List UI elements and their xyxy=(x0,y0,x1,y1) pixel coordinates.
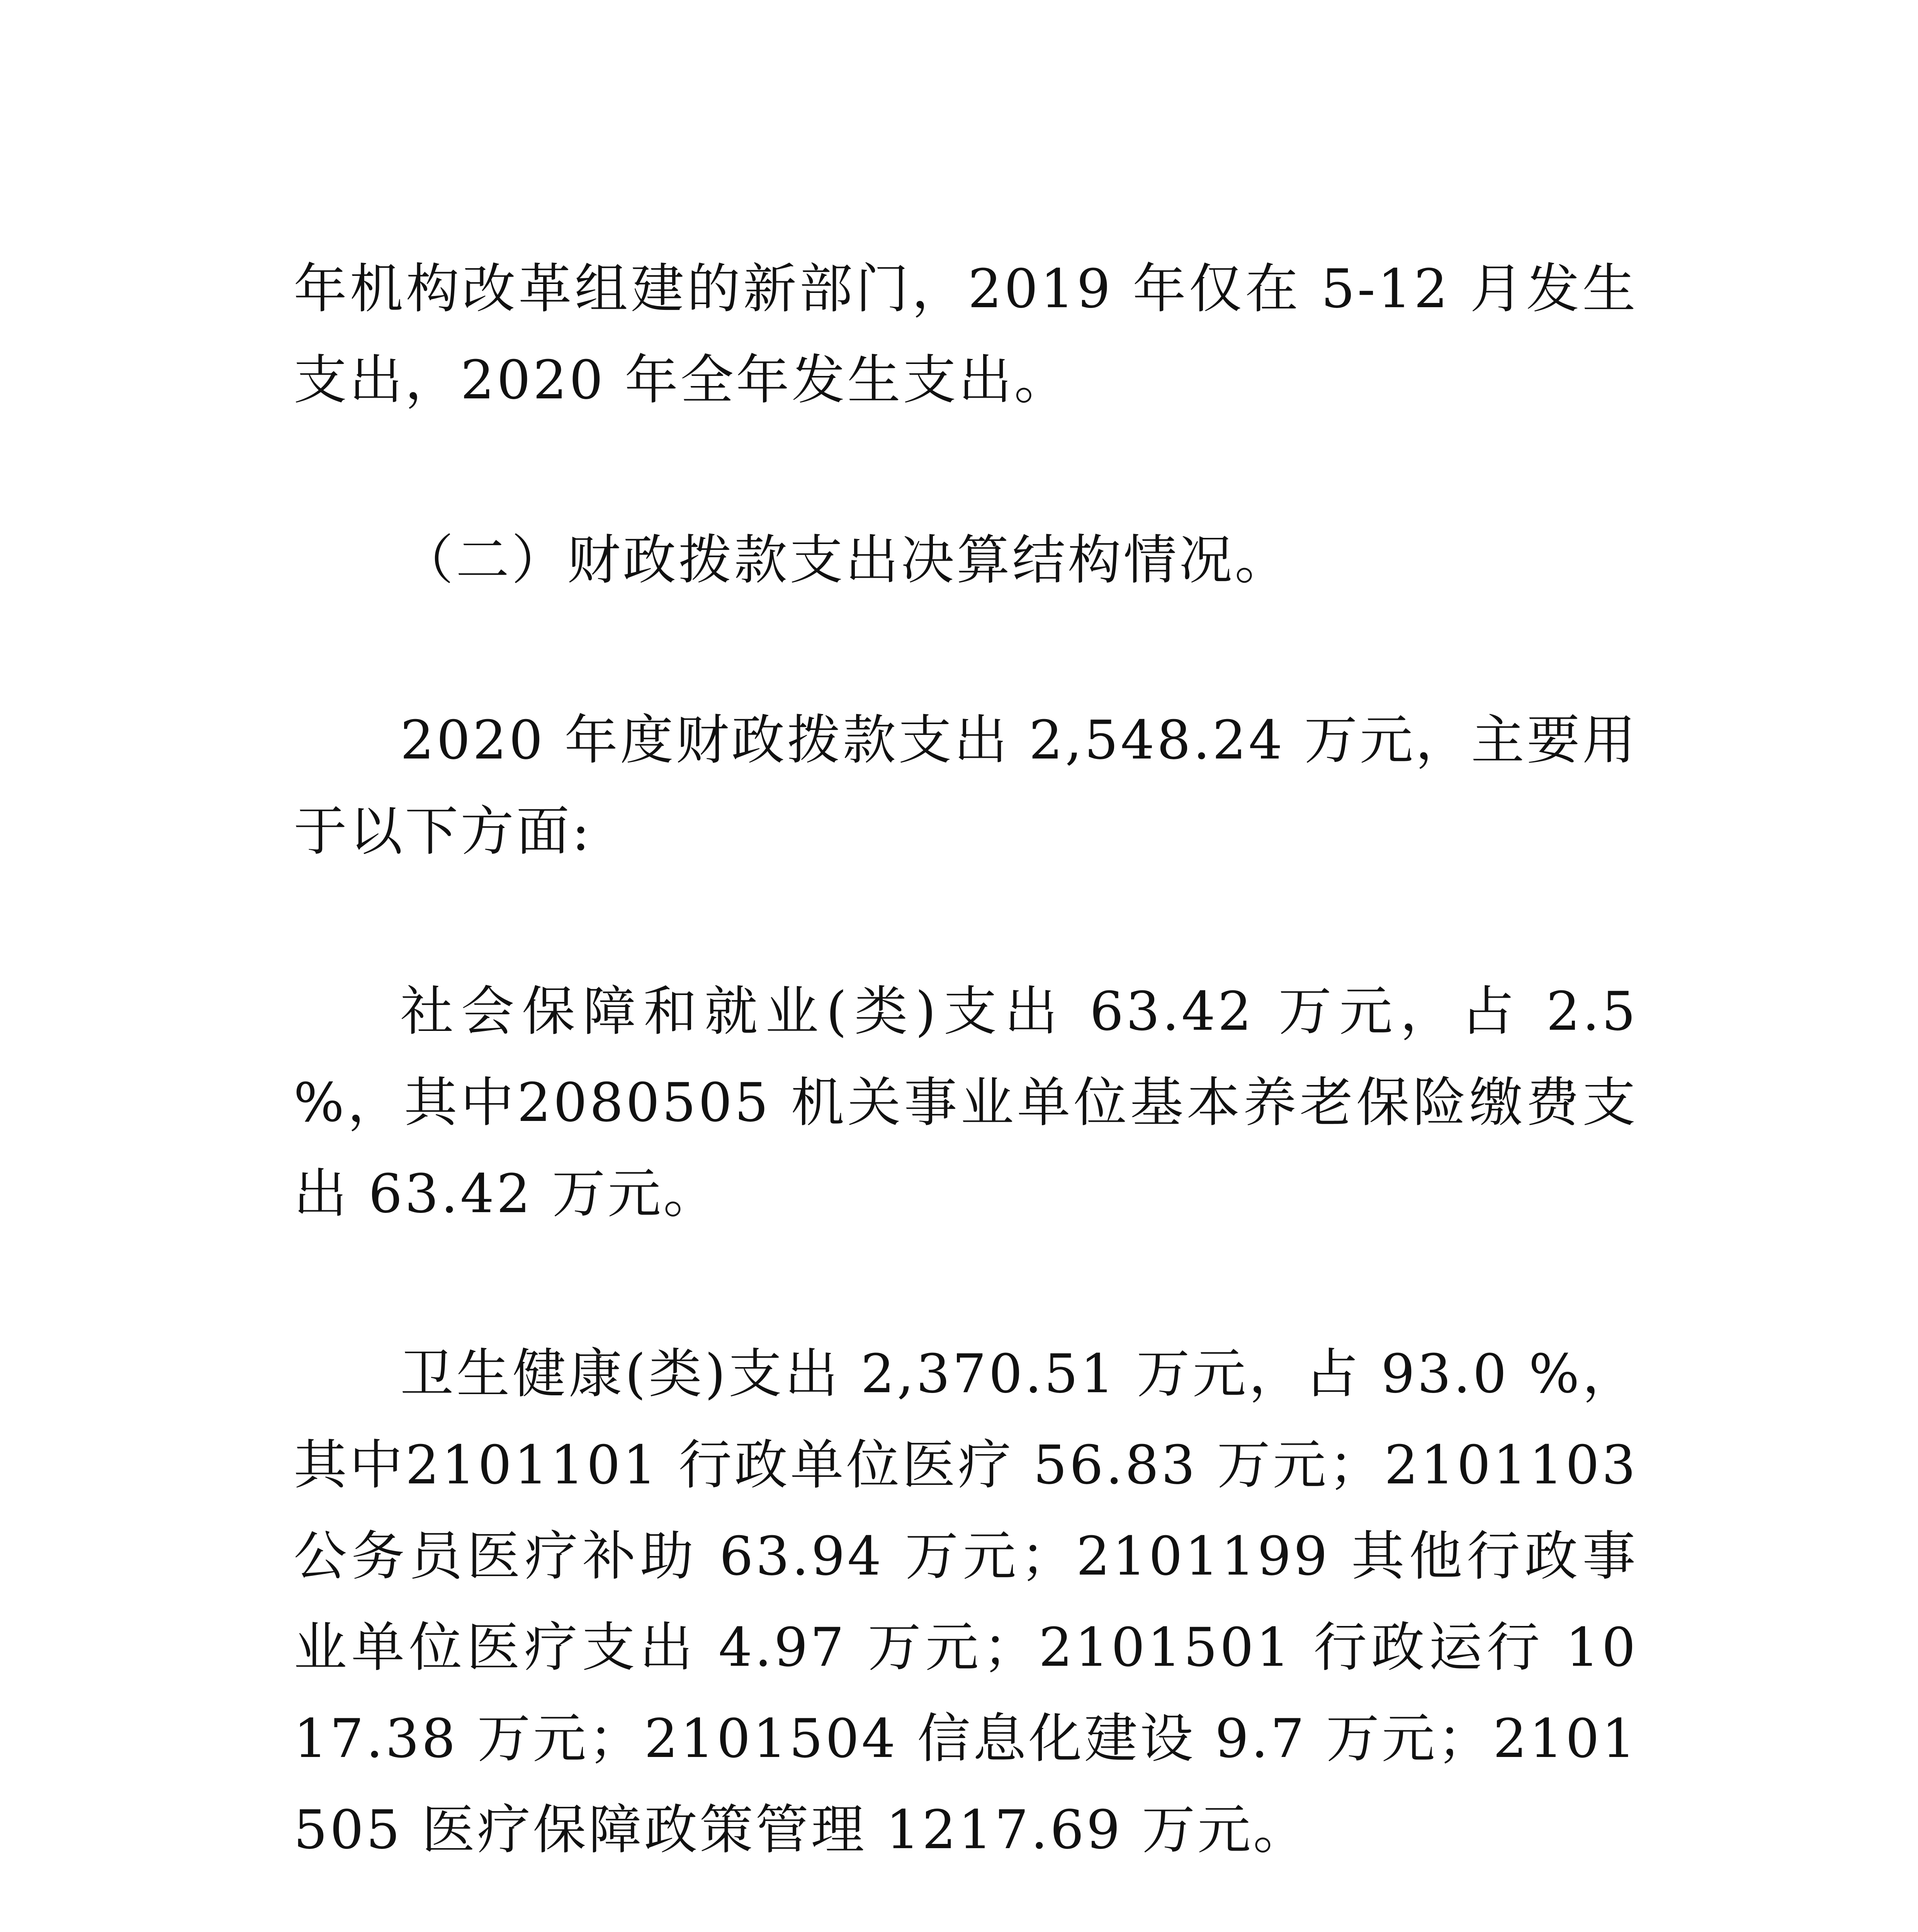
section-heading-2: （二）财政拨款支出决算结构情况。 xyxy=(400,529,1291,591)
paragraph-social-security: 社会保障和就业(类)支出 63.42 万元，占 2.5 %，其中2080505 机关事业单位基本养老保险缴费支出 63.42 万元。 xyxy=(294,980,1638,1225)
paragraph-total-expenditure: 2020 年度财政拨款支出 2,548.24 万元，主要用于以下方面: xyxy=(294,709,1638,862)
paragraph-health: 卫生健康(类)支出 2,370.51 万元，占 93.0 %，其中2101101 行政单位医疗 56.83 万元；2101103 公务员医疗补助 63.94 万元；2101199 其他行政事业单位医疗支出 4.97 万元；2101501 行政运行 1017.38 万元；2101504 信息化建设 9.7 万元；2101505 医疗保障政策管理 1217.69 万元。 xyxy=(294,1343,1638,1861)
paragraph-intro-continuation: 年机构改革组建的新部门，2019 年仅在 5-12 月发生支出，2020 年全年发生支出。 xyxy=(294,258,1638,411)
document-body xyxy=(294,243,1638,1932)
